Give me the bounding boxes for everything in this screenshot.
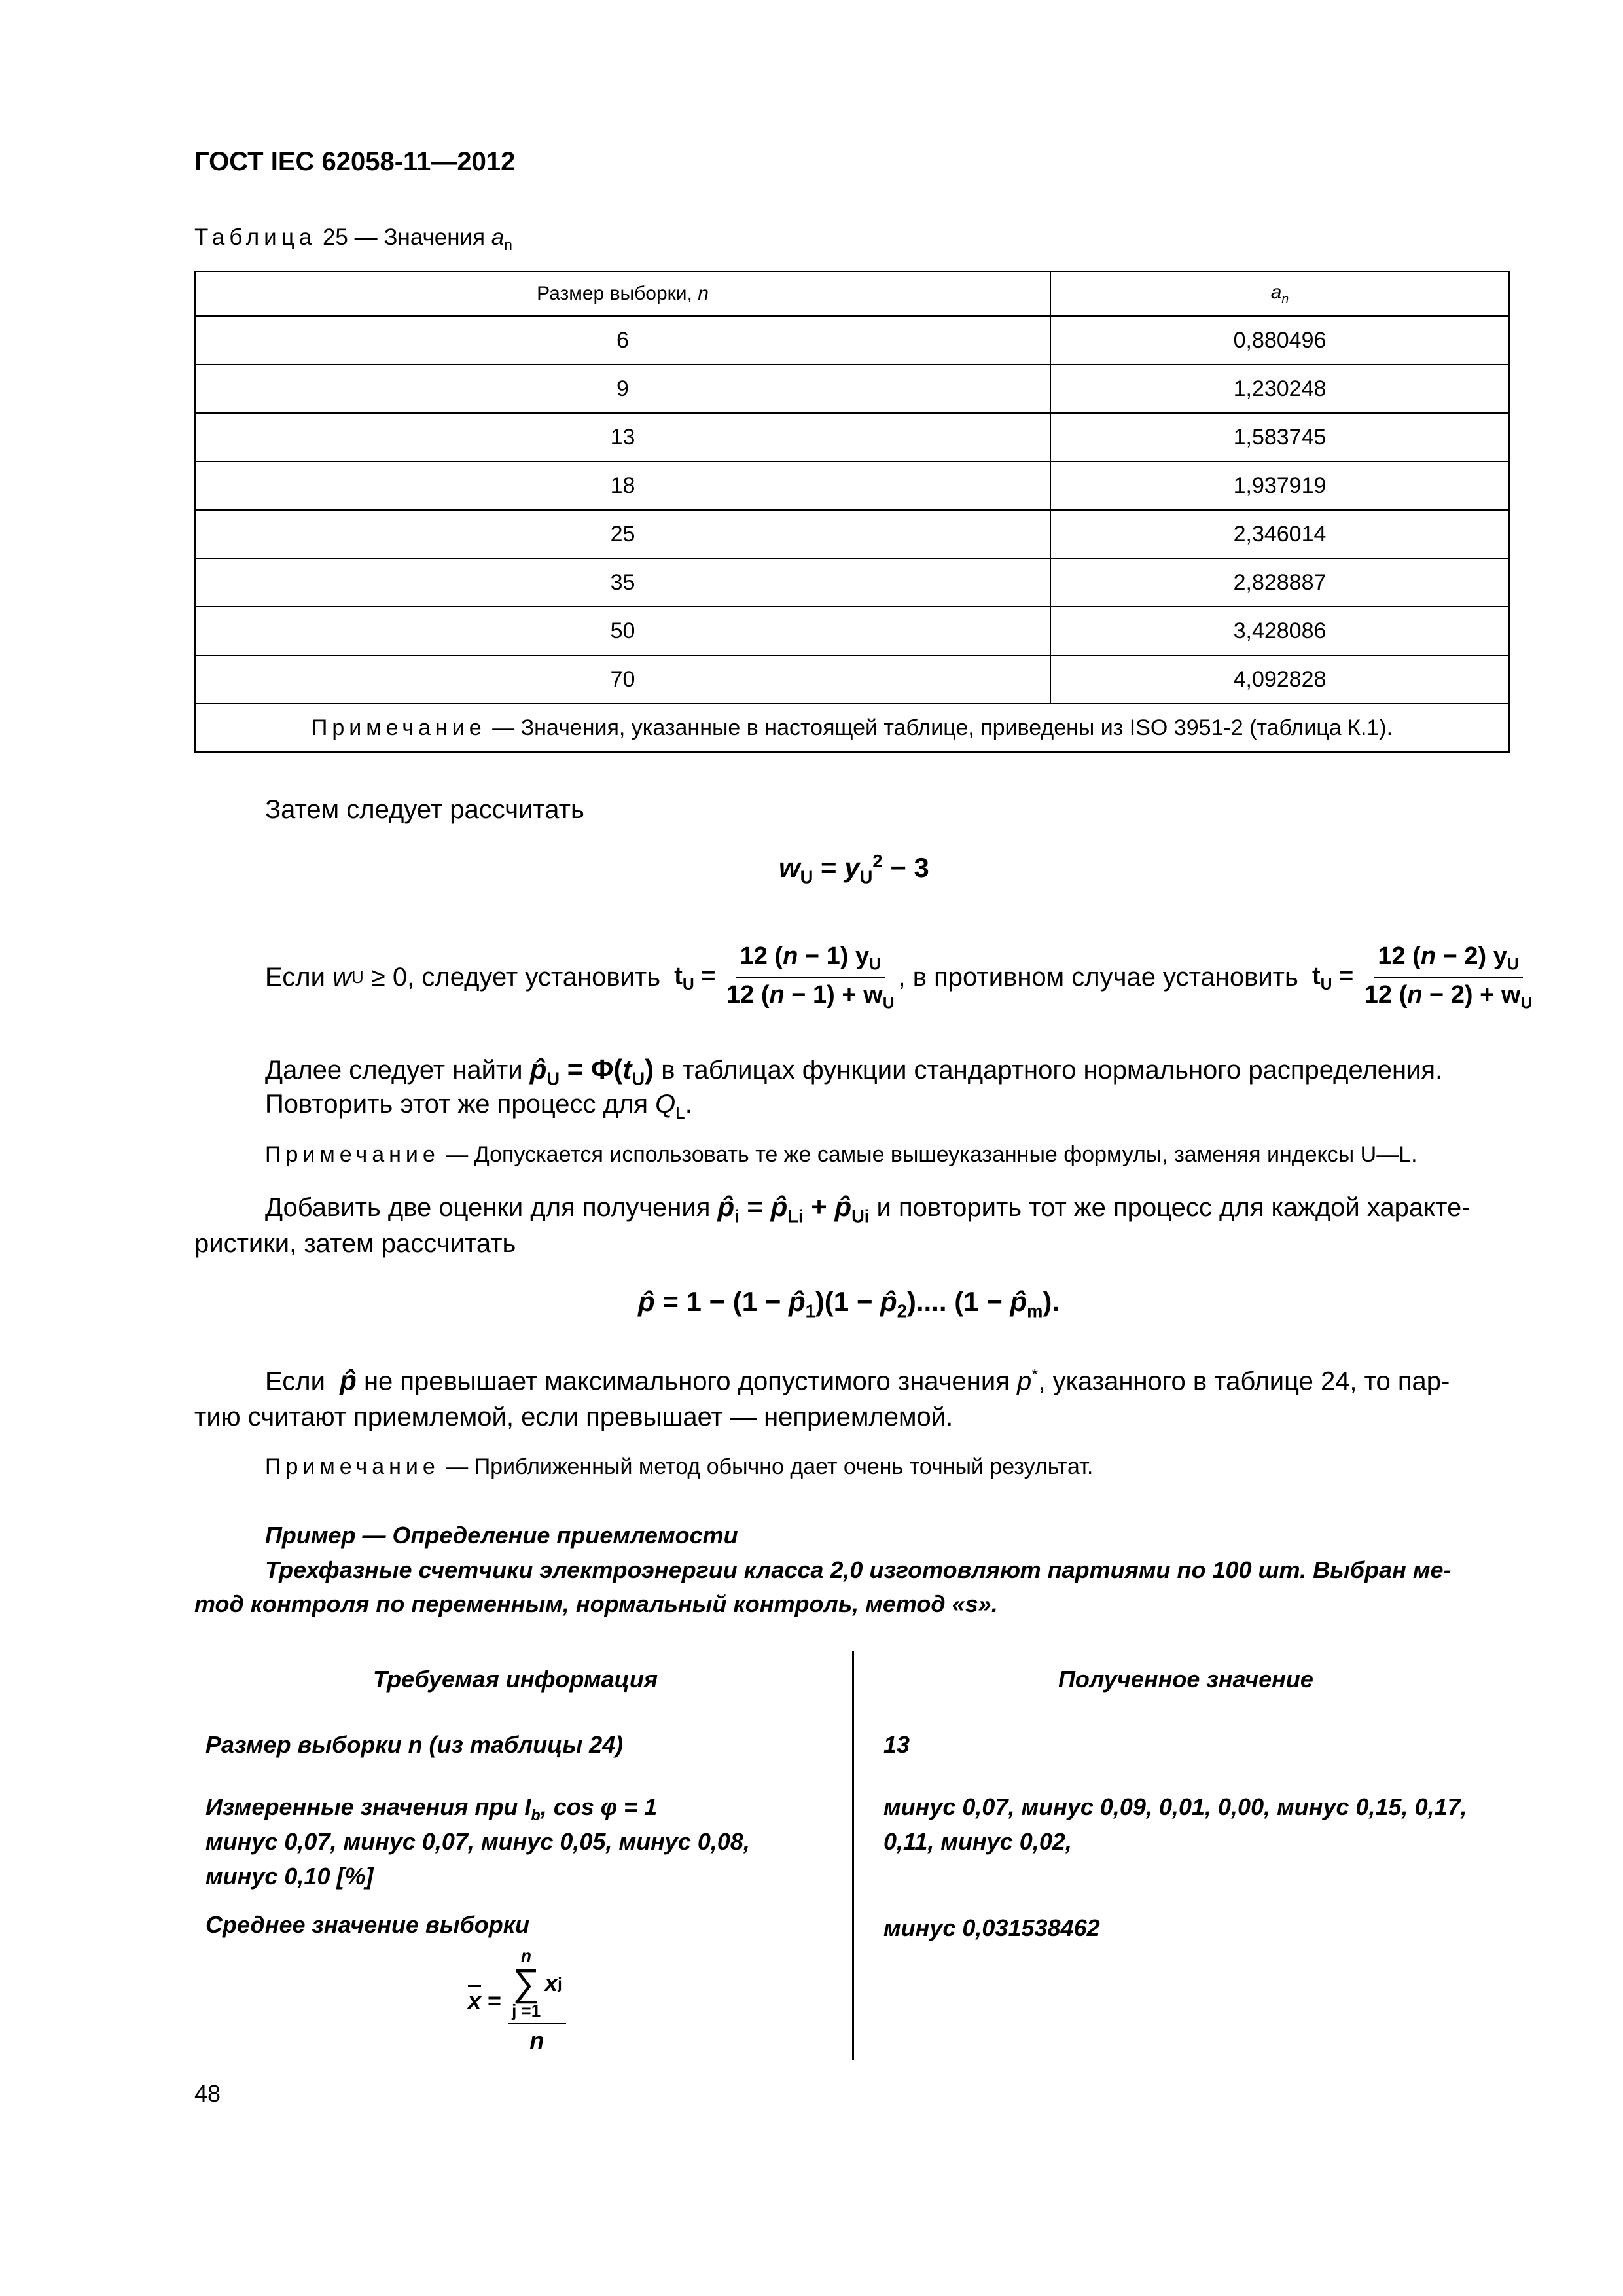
note2-word: Примечание (265, 1142, 440, 1167)
col-obtained-value-header: Полученное значение (1058, 1666, 1313, 1693)
column-divider (852, 1651, 854, 2060)
values-table (194, 271, 1510, 753)
otherwise-text: , в противном случае установить (898, 963, 1298, 992)
add-two-pre: Добавить две оценки для получения (265, 1193, 711, 1222)
example-title: Пример — Определение приемлемости (265, 1522, 738, 1549)
col1-header-text: Размер выборки, (537, 283, 692, 304)
table-row (195, 655, 1509, 704)
table-note (195, 704, 1509, 752)
if-wu-mid: ≥ 0, следует установить (370, 963, 661, 992)
measured-label-sub: b (531, 1806, 541, 1824)
measured-label (205, 1793, 657, 1824)
next-find-post: в таблицах функции стандартного нормального распределения. (661, 1056, 1443, 1085)
table-caption-sub: n (504, 236, 512, 253)
example-line1: Трехфазные счетчики электроэнергии класса 2,0 изготовляют партиями по 100 шт. Выбран ме- (265, 1556, 1452, 1583)
table-row (195, 316, 1509, 365)
table-row (195, 607, 1509, 655)
cell-an: 3,428086 (1050, 607, 1509, 655)
note-approx (265, 1454, 1093, 1480)
formula-tu-positive: $t_U$ = $\frac{12 (n - 1) y_U}{12 (n - 1) + w_U}$ (674, 942, 895, 1013)
cell-n: 70 (195, 655, 1050, 704)
then-calc-text: Затем следует рассчитать (265, 795, 584, 824)
formula-p-total: p̂ = $1 - (1 - p̂_1)(1$ − $p̂_2$).... $(1 - p̂_m)$. (638, 1286, 1060, 1321)
repeat-pre: Повторить этот же процесс для (265, 1090, 648, 1119)
next-find-pre: Далее следует найти (265, 1056, 523, 1085)
table-note-row (195, 704, 1509, 752)
table-header-row (195, 272, 1509, 316)
table-row (195, 510, 1509, 558)
cell-an: 4,092828 (1050, 655, 1509, 704)
measured-label-line3: минус 0,10 [%] (205, 1863, 374, 1890)
note3-text: — Приближенный метод обычно дает очень точный результат. (446, 1454, 1094, 1479)
cell-an: 2,346014 (1050, 510, 1509, 558)
table-row (195, 558, 1509, 607)
table-row (195, 413, 1509, 461)
cell-an: 0,880496 (1050, 316, 1509, 365)
note-indices (265, 1142, 1418, 1168)
mean-label: Среднее значение выборки (205, 1911, 530, 1938)
measured-value-line1: минус 0,07, минус 0,09, 0,01, 0,00, минус 0,15, 0,17, (883, 1793, 1467, 1820)
cell-n: 13 (195, 413, 1050, 461)
table-note-word: Примечание (311, 715, 486, 740)
example-line2: тод контроля по переменным, нормальный контроль, метод «s». (194, 1590, 998, 1617)
formula-wu: $w_U = y_U^2 - 3$ (779, 851, 929, 888)
col-an-header (1050, 272, 1509, 316)
col-sample-size-header (195, 272, 1050, 316)
cell-n: 9 (195, 365, 1050, 413)
table-caption-symbol: a (491, 224, 505, 250)
formula-tu-negative: $t_U$ = $\frac{12 (n - 2) y_U}{12 (n - 2) + w_U}$ (1311, 942, 1533, 1013)
if-p-line2: тию считают приемлемой, если превышает — неприемлемой. (194, 1403, 954, 1431)
sample-size-label: Размер выборки n (из таблицы 24) (205, 1731, 624, 1758)
formula-mean: $\overline{x}$ = n ∑ j =1 x j n (468, 1947, 566, 2054)
if-p-line: Если p̂ не превышает максимального допустимого значения p*, указанного в таблице 24, то пар- (265, 1365, 1450, 1396)
add-two-line (265, 1191, 1471, 1227)
note2-text: — Допускается использовать те же самые вышеуказанные формулы, заменяя индексы U—L. (446, 1142, 1418, 1167)
table-caption-rest: 25 — Значения (322, 224, 486, 250)
table-caption-word: Таблица (194, 224, 317, 250)
if-wu-line: Если w U ≥ 0, следует установить $t_U$ = $\frac{12 (n - 1) y_U}{12 (n - 1) + w_U}$ , в противном случае установить $t_U$ = $\frac{12 (n - 2) y_U}{12 (n - 2) + w_U}$ (265, 942, 1536, 1013)
cell-n: 18 (195, 461, 1050, 510)
table-row (195, 461, 1509, 510)
document-title: ГОСТ IEC 62058-11—2012 (194, 147, 516, 176)
note3-word: Примечание (265, 1454, 440, 1479)
repeat-line: Повторить этот же процесс для $Q_L$. (265, 1090, 692, 1122)
cell-n: 25 (195, 510, 1050, 558)
page-number: 48 (194, 2080, 221, 2107)
cell-n: 50 (195, 607, 1050, 655)
cell-n: 35 (195, 558, 1050, 607)
table-caption (194, 224, 512, 254)
col2-header-symbol: a (1270, 281, 1282, 303)
cell-an: 1,583745 (1050, 413, 1509, 461)
mean-value: минус 0,031538462 (883, 1914, 1100, 1941)
cell-an: 1,937919 (1050, 461, 1509, 510)
cell-an: 1,230248 (1050, 365, 1509, 413)
col-required-info-header: Требуемая информация (373, 1666, 658, 1693)
cell-an: 2,828887 (1050, 558, 1509, 607)
formula-pu: $p̂_U = \Phi(t_U)$ (529, 1054, 654, 1089)
formula-pi: $p̂_i$ = $p̂_{Li}$ + $p̂_{Ui}$ (717, 1191, 870, 1227)
col1-header-symbol: n (698, 283, 709, 304)
if-p-pre: Если (265, 1367, 325, 1396)
if-wu-pre: Если (265, 963, 325, 992)
measured-label-pre: Измеренные значения при I (205, 1793, 531, 1820)
next-find-line (265, 1054, 1442, 1089)
cell-n: 6 (195, 316, 1050, 365)
if-p-mid: не превышает максимального допустимого значения (363, 1367, 1010, 1396)
table-note-text: — Значения, указанные в настоящей таблице, приведены из ISO 3951-2 (таблица К.1). (492, 715, 1393, 740)
measured-label-line2: минус 0,07, минус 0,07, минус 0,05, минус 0,08, (205, 1828, 750, 1855)
add-two-post: и повторить тот же процесс для каждой характе- (876, 1193, 1471, 1222)
measured-value-line2: 0,11, минус 0,02, (883, 1828, 1072, 1855)
measured-label-post: , cos φ = 1 (540, 1793, 658, 1820)
sample-size-value: 13 (883, 1731, 910, 1758)
if-p-post: , указанного в таблице 24, то пар- (1038, 1367, 1450, 1396)
add-two-line2: ристики, затем рассчитать (194, 1229, 516, 1258)
col2-header-sub: n (1281, 291, 1289, 306)
table-row (195, 365, 1509, 413)
